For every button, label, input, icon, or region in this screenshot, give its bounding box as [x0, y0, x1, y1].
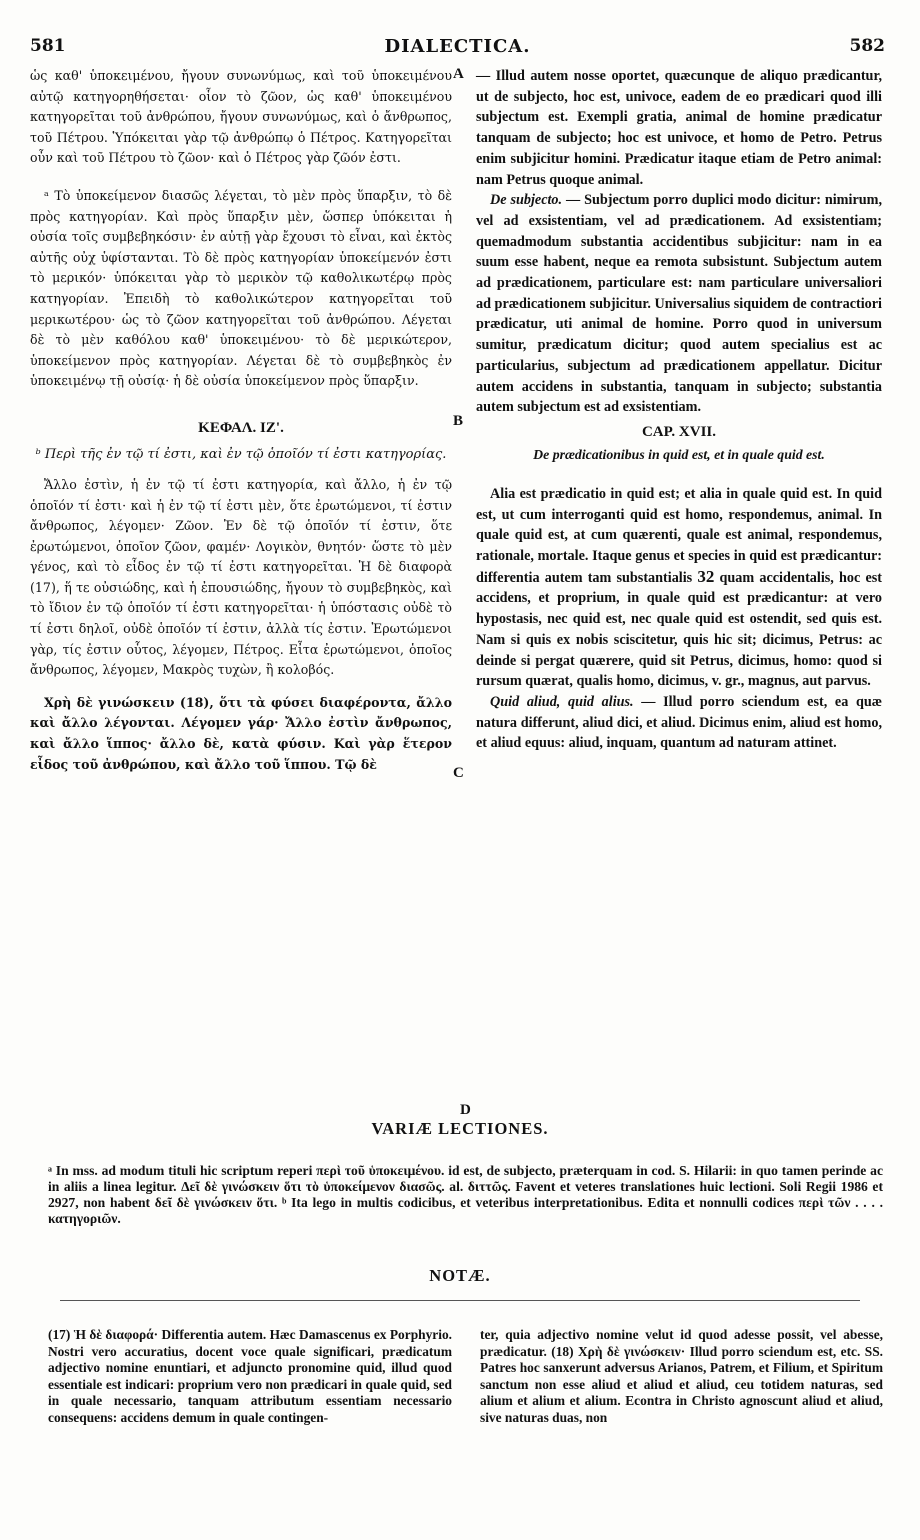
- variae-heading: VARIÆ LECTIONES.: [371, 1119, 549, 1138]
- greek-chapter-subtitle: ᵇ Περὶ τῆς ἐν τῷ τί ἐστι, καὶ ἐν τῷ ὁποῖόν τί ἐστι κατηγορίας.: [35, 446, 447, 462]
- margin-letter-d: D: [460, 1102, 471, 1118]
- greek-paragraph-4: Χρὴ δὲ γινώσκειν (18), ὅτι τὰ φύσει διαφέροντα, ἄλλο καὶ ἄλλο λέγονται. Λέγομεν γάρ· Ἄλλο ἐστὶν ἄνθρωπος, καὶ ἄλλο ἵππος· ἄλλο δὲ, κατὰ φύσιν. Καὶ γὰρ ἕτερον εἶδος τοῦ ἀνθρώπου, καὶ ἄλλο τοῦ ἵππου. Τῷ δὲ: [30, 694, 452, 772]
- latin-paragraph-1: — Illud autem nosse oportet, quæcunque de aliquo prædicantur, ut de subjecto, hoc est, univoce, eadem de eo prædicari quod illi subjectum est. Exempli gratia, animal de homine prædicatur tanquam de subjecto; hoc est univoce, et homo de Petro. Petrus enim subjicitur homini. Prædicatur itaque etiam de Petro animal: nam Petrus quoque animal.: [476, 68, 882, 188]
- notes-left-column: (17) Ἡ δὲ διαφορά· Differentia autem. Hæc Damascenus ex Porphyrio. Nostri vero accuratius, docent voce quale significari, prædicatum adjectivo nomine enuntiari, et adjuncto pronomine quid, illud quod essentiale est indicari: proprium vero non prædicari in quale quid, sed in quale necessario, tanquam attributum essentiam necessario consequens: accidens demum in quale contingen-: [48, 1327, 452, 1425]
- latin-paragraph-4: [476, 692, 882, 754]
- greek-paragraph-2: ᵃ Τὸ ὑποκείμενον διασῶς λέγεται, τὸ μὲν πρὸς ὕπαρξιν, τὸ δὲ πρὸς κατηγορίαν. Καὶ πρὸς ὕπαρξιν μὲν, ὥσπερ ὑπόκειται ἡ οὐσία τοῖς συμβεβηκόσιν· ἐν αὐτῇ γὰρ ἔχουσι τὸ εἶναι, καὶ ἐκτὸς αὐτῆς οὐχ ὑφίστανται. Τὸ δὲ πρὸς κατηγορίαν ὑποκείμενόν ἐστι τὸ μερικόν· ὑπόκειται γὰρ τὸ μερικὸν τῷ καθολικωτέρῳ πρὸς κατηγορίαν. Ἐπειδὴ τὸ καθολικώτερον κατηγορεῖται τοῦ μερικωτέρου· ὡς τὸ ζῶον κατηγορεῖται τοῦ ἀνθρώπου. Λέγεται δὲ τὸ μὲν καθόλου καθ' ὑποκειμένου· τὸ δὲ μερικώτερον, ὑποκείμενον πρὸς κατηγορίαν. Λέγεται δὲ τὸ συμβεβηκὸς ἐν ὑποκειμένῳ τῇ οὐσίᾳ· ἡ δὲ οὐσία ὑποκείμενον πρὸς ὕπαρξιν.: [30, 187, 452, 389]
- margin-letter-c: C: [453, 765, 464, 781]
- latin-paragraph-3: [476, 484, 882, 692]
- latin-p4-body: — Illud porro sciendum est, ea quæ natura differunt, aliud dici, et aliud. Dicimus enim, aliud est homo, et aliud equus: aliud, inquam, quantum ad naturam attinet.: [476, 693, 882, 752]
- running-header: [30, 36, 885, 60]
- latin-p3-part-b: quam accidentalis, hoc est accidens, et proprium, in quale quid est prædicantur: at vero hypostasis, nec quid est, nec quale quid est ostendit, sed quis est. Nam si quis ex nobis sciscitetur, quis hic sit; dicimus, Petrus: ac deinde si pergat quærere, quid sit Petrus, dicimus, homo: quod si rursum quærat, qualis homo, dicimus, v. gr., magnus, aut parvus.: [476, 569, 882, 690]
- margin-letter-b: B: [453, 413, 464, 429]
- greek-paragraph-1: ὡς καθ' ὑποκειμένου, ἤγουν συνωνύμως, καὶ τοῦ ὑποκειμένου αὐτῷ κατηγορηθήσεται· οἷον τὸ ζῶον, ὡς καθ' ὑποκειμένου κατηγορεῖται τοῦ ἀνθρώπου, ἤγουν συνωνύμως, καὶ ὁ ἄνθρωπος, τοῦ Πέτρου. Ὑπόκειται γὰρ τῷ ἀνθρώπῳ ὁ Πέτρος. Κατηγορεῖται οὖν καὶ τοῦ Πέτρου τὸ ζῶον· καὶ ὁ Πέτρος γὰρ ζῶόν ἐστι.: [30, 68, 452, 166]
- variae-text: ᵃ In mss. ad modum tituli hic scriptum reperi περὶ τοῦ ὑποκειμένου. id est, de subjecto, præterquam in cod. S. Hilarii: in quo tamen perinde ac in aliis a linea legitur. Δεῖ δὲ γινώσκειν ὅτι τὸ ὑποκείμενον διασῶς. al. διττῶς. Favent et veteres translationes huic lectioni. Soli Regii 1986 et 2927, non habent δεῖ δὲ γινώσκειν ὅτι. ᵇ Ita lego in multis codicibus, et veteribus interpretationibus. Edita et nonnulli codices περὶ τῶν . . . . κατηγοριῶν.: [48, 1163, 883, 1226]
- latin-chapter-heading: CAP. XVII.: [641, 423, 717, 440]
- column-number: 32: [697, 566, 715, 586]
- latin-column: [476, 66, 882, 754]
- latin-paragraph-2: [476, 190, 882, 418]
- notes-right-column: ter, quia adjectivo nomine velut id quod adesse possit, vel abesse, prædicatur. (18) Χρὴ δὲ γινώσκειν· Illud porro sciendum est, etc. SS. Patres hoc sanxerunt adversus Arianos, Patrem, et Filium, et Spiritum sanctum non esse aliud et aliud et aliud, ceu totidem naturas, sed alium et alium et alium. Econtra in Christo agnoscunt aliud et aliud, sive naturas duas, non: [480, 1327, 883, 1425]
- greek-paragraph-3: Ἄλλο ἐστὶν, ἡ ἐν τῷ τί ἐστι κατηγορία, καὶ ἄλλο, ἡ ἐν τῷ ὁποῖόν τί ἐστι· καὶ ἡ ἐν τῷ τί ἐστι μὲν, ὅτε ἐρωτώμενοι, τί ἐστιν ἄνθρωπος, λέγομεν· Ζῶον. Ἐν δὲ τῷ ὁποῖόν τί ἐστιν, ὅτε ἐρωτώμενοι, ὁποῖον ζῶον, φαμέν· Λογικὸν, θνητόν· ὥστε τὸ μὲν γένος, καὶ τὸ εἶδος ἐν τῷ τί ἐστι κατηγορεῖται. Ἡ δὲ διαφορὰ (17), ἥ τε οὐσιώδης, καὶ ἡ ἐπουσιώδης, ἤγουν τὸ συμβεβηκὸς, καὶ τὸ ἴδιον ἐν τῷ ὁποῖόν τί ἐστι κατηγορεῖται· ἡ ὑπόστασις οὐδὲ τὸ τί ἐστι δηλοῖ, οὐδὲ ὁποῖόν τί ἐστιν, ἀλλὰ τίς ἐστιν. Ἐρωτώμενοι γὰρ, τίς ἐστιν οὗτος, λέγομεν, Πέτρος. Εἶτα ἐρωτώμενοι, ὁποῖος ἄνθρωπος, λέγομεν, Μακρὸς τυχὼν, ἢ κολοβός.: [30, 476, 452, 678]
- latin-chapter-subtitle: De prædicationibus in quid est, et in quale quid est.: [533, 446, 825, 462]
- margin-letter-a: A: [453, 66, 464, 82]
- latin-p2-head: De subjecto.: [490, 192, 563, 209]
- latin-p2-body: — Subjectum porro duplici modo dicitur: nimirum, vel ad exsistentiam, vel ad prædicationem. Ad exsistentiam; quemadmodum substantia accidentibus subjicitur: nam in ea suum esse habent, neque ea remota subsistunt. Subjectum autem ad prædicationem, particulare est: nam particulare universaliori ad prædicationem subjicitur. Universalius siquidem de contractiori prædicatur, uti animal de homine. Porro quod in universum sumitur, prædicatum dicitur; quod autem specialius est ac particularius, subjectum ad prædicationem appellatur. Dicitur autem accidens in substantia, tanquam in subjecto; substantia autem subjectum est ad exsistentiam.: [476, 192, 882, 416]
- latin-p4-head: Quid aliud, quid alius.: [490, 693, 634, 710]
- greek-column: [30, 66, 452, 775]
- notae-heading: NOTÆ.: [429, 1266, 491, 1285]
- notes-divider: [60, 1300, 860, 1301]
- latin-p3-part-a: Alia est prædicatio in quid est; et alia in quale quid est. In quid est, ut cum interroganti quid est homo, respondemus, animal. In quale quid est, at cum quærenti, quale est animal, respondemus, rationale, mortale. Itaque genus et species in quid est prædicantur: differentia autem tam substantialis: [476, 485, 882, 586]
- running-title: DIALECTICA.: [384, 36, 531, 57]
- page-number-right: 582: [849, 36, 885, 56]
- greek-chapter-heading: ΚΕΦΑΛ. ΙΖ'.: [198, 419, 284, 436]
- page-number-left: 581: [30, 36, 66, 56]
